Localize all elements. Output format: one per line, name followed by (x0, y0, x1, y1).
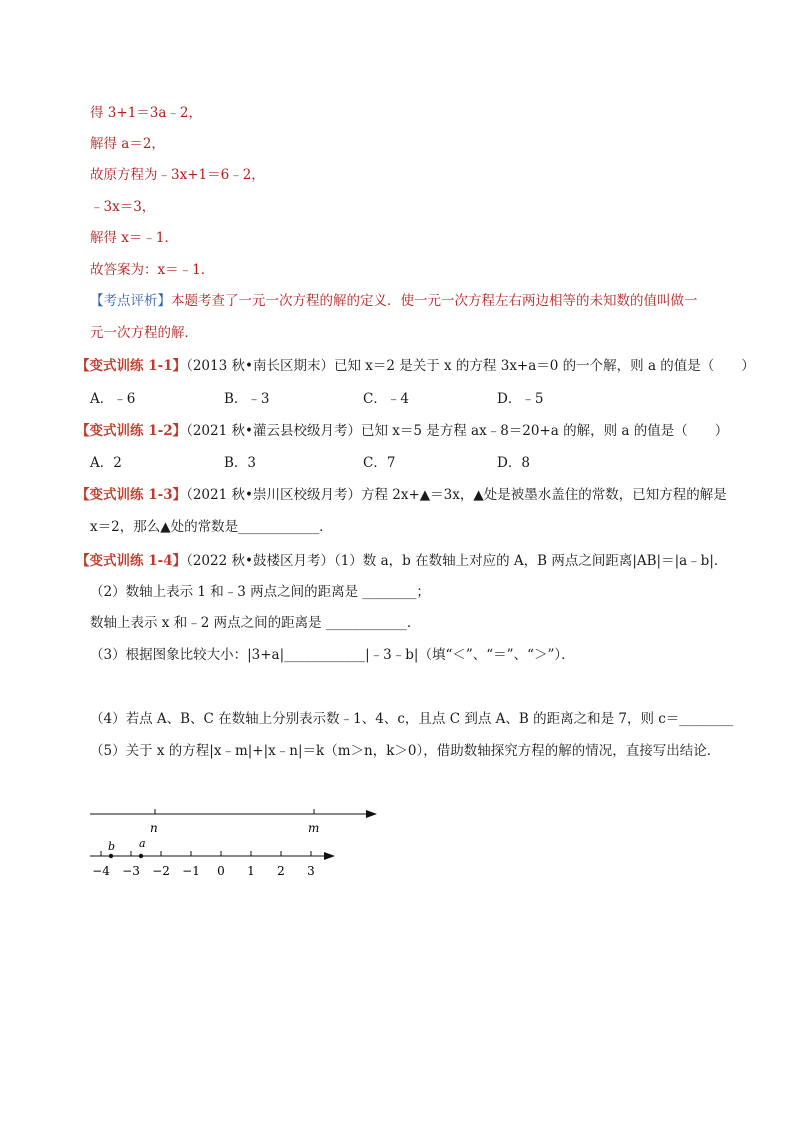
tick-label-6: 2 (277, 864, 285, 878)
solution-line-3: 故原方程为﹣3x+1＝6﹣2， (90, 167, 265, 183)
q1-tag: 【变式训练 1-1】 (76, 358, 187, 374)
q1-text: （2013 秋•南长区期末）已知 x＝2 是关于 x 的方程 3x+a＝0 的一个解，则 a 的值是（ ） (186, 358, 755, 374)
label-a: a (139, 837, 146, 850)
q3-stem-2: x＝2，那么▲处的常数是____________． (90, 519, 333, 535)
label-n: n (150, 821, 158, 835)
q3-text-1: （2021 秋•崇川区校级月考）方程 2x+▲＝3x，▲处是被墨水盖住的常数，已知方程的解是 (186, 487, 727, 503)
q3-stem-1 (76, 486, 727, 504)
tick-label-4: 0 (217, 864, 225, 878)
q2-tag: 【变式训练 1-2】 (76, 423, 187, 439)
q4-part-4: （4）若点 A、B、C 在数轴上分别表示数﹣1、4、c，且点 C 到点 A、B 的距离之和是 7，则 c＝________ (90, 711, 734, 727)
review-text-1: 本题考查了一元一次方程的解的定义．使一元一次方程左右两边相等的未知数的值叫做一 (171, 293, 698, 309)
q4-tag: 【变式训练 1-4】 (76, 553, 187, 569)
q1-option-d: D．﹣5 (497, 391, 544, 407)
q1-option-c: C．﹣4 (363, 391, 409, 407)
q2-option-c: C．7 (363, 455, 396, 471)
answer-prefix: 故答案为： (90, 262, 158, 278)
solution-line-5: 解得 x＝﹣1． (90, 230, 178, 246)
q2-option-b: B．3 (224, 455, 257, 471)
solution-line-4: ﹣3x＝3， (90, 199, 156, 215)
tick-label-3: −1 (182, 864, 200, 878)
q1-stem (76, 357, 755, 375)
label-b: b (108, 840, 116, 853)
q4-part-2b: 数轴上表示 x 和﹣2 两点之间的距离是 ____________． (90, 615, 421, 631)
point-b (109, 854, 113, 858)
number-line-mn (88, 800, 388, 840)
tick-label-7: 3 (307, 864, 315, 878)
answer-value: x＝﹣1． (157, 262, 215, 278)
answer-line (90, 261, 214, 279)
q4-part-2a: （2）数轴上表示 1 和﹣3 两点之间的距离是 ________； (90, 584, 430, 600)
review-line-1 (90, 292, 698, 310)
review-line-2: 元一次方程的解． (90, 325, 198, 341)
review-tag: 【考点评析】 (90, 293, 171, 309)
q3-tag: 【变式训练 1-3】 (76, 487, 187, 503)
tick-label-0: −4 (92, 864, 110, 878)
tick-label-2: −2 (152, 864, 170, 878)
q4-part-5: （5）关于 x 的方程|x﹣m|+|x﹣n|＝k（m＞n，k＞0），借助数轴探究方程的解的情况，直接写出结论． (90, 743, 721, 759)
q2-text: （2021 秋•灌云县校级月考）已知 x＝5 是方程 ax﹣8＝20+a 的解，则 a 的值是（ ） (186, 423, 729, 439)
point-a (139, 854, 143, 858)
arrow-head-icon (366, 810, 377, 818)
q1-option-b: B．﹣3 (224, 391, 270, 407)
arrow-head-icon (324, 852, 335, 860)
q4-text-1: （2022 秋•鼓楼区月考）（1）数 a，b 在数轴上对应的 A，B 两点之间距离|AB|＝|a﹣b|． (186, 553, 728, 569)
q2-option-a: A．2 (90, 455, 122, 471)
q4-stem-1 (76, 552, 727, 570)
q1-option-a: A．﹣6 (90, 391, 136, 407)
q2-stem (76, 422, 728, 440)
q2-option-d: D．8 (497, 455, 530, 471)
tick-label-5: 1 (247, 864, 255, 878)
solution-line-2: 解得 a＝2， (90, 136, 165, 152)
number-line-ab (88, 836, 348, 882)
tick-label-1: −3 (122, 864, 140, 878)
solution-line-1: 得 3+1＝3a﹣2， (90, 105, 203, 121)
label-m: m (308, 821, 320, 835)
q4-part-3: （3）根据图象比较大小：|3+a|____________|﹣3﹣b|（填“＜”、“＝”、“＞”）． (90, 647, 575, 663)
